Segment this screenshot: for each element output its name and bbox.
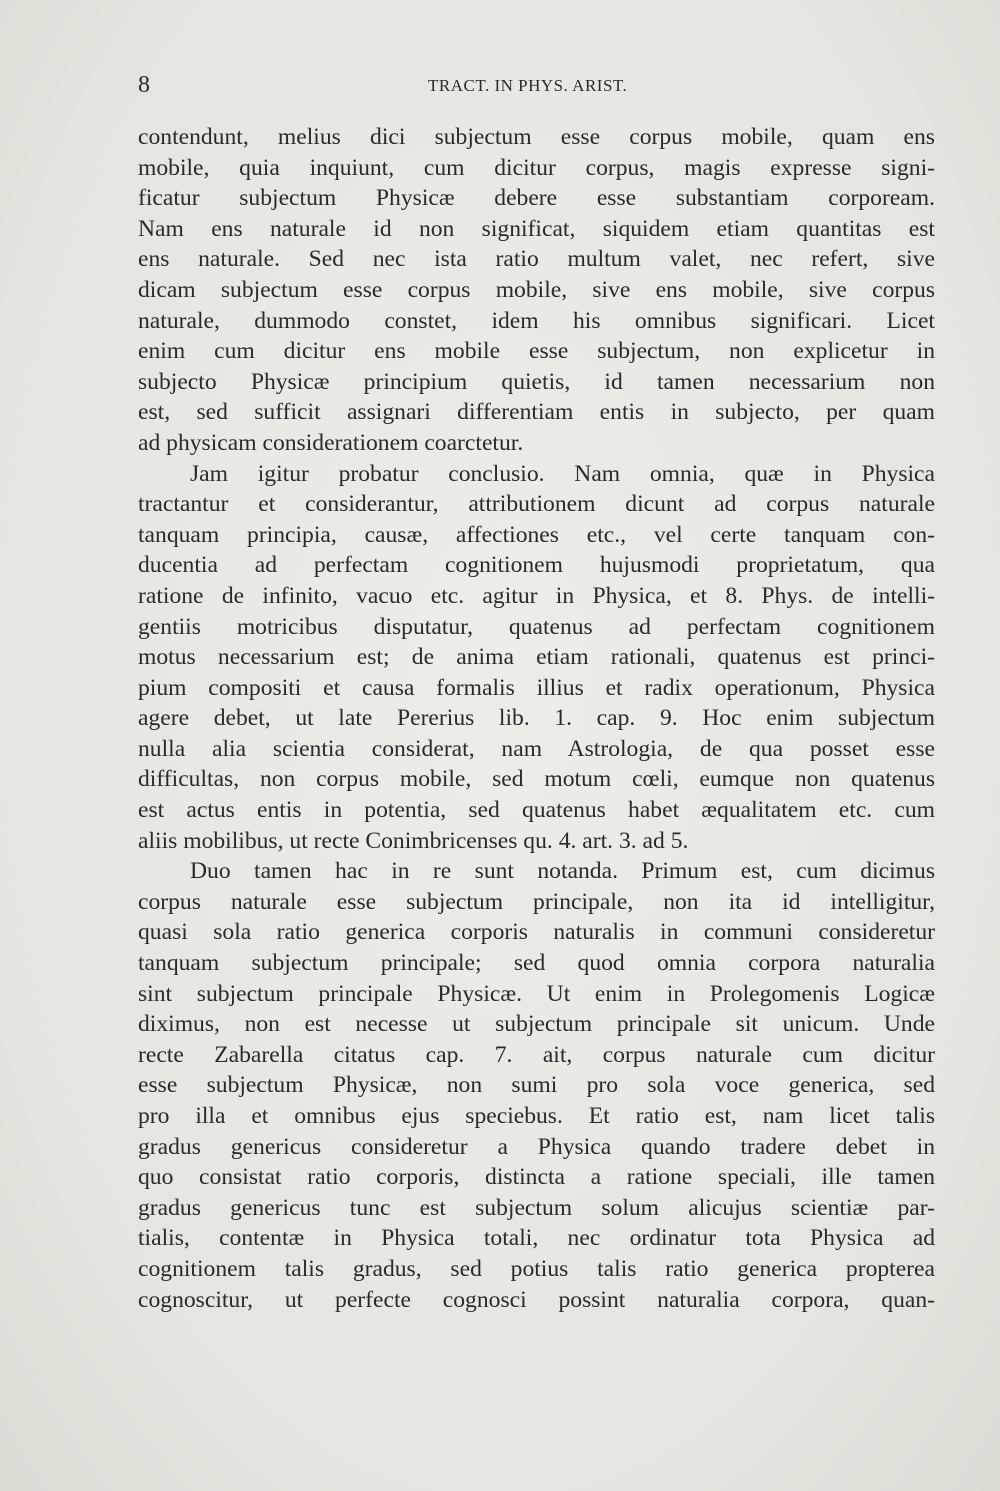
text-line: est, sed sufficit assignari differentiam entis in subjecto, per quam xyxy=(138,399,935,426)
text-line: diximus, non est necesse ut subjectum principale sit unicum. Unde xyxy=(138,1011,935,1038)
text-line: aliis mobilibus, ut recte Conimbricenses qu. 4. art. 3. ad 5. xyxy=(138,827,689,854)
text-line: cognoscitur, ut perfecte cognosci possint naturalia corpora, quan- xyxy=(138,1286,935,1313)
text-line: enim cum dicitur ens mobile esse subjectum, non explicetur in xyxy=(138,338,935,365)
text-line: ratione de infinito, vacuo etc. agitur in Physica, et 8. Phys. de intelli- xyxy=(138,582,935,609)
body-text xyxy=(138,122,935,1315)
text-line: tanquam subjectum principale; sed quod omnia corpora naturalia xyxy=(138,950,935,977)
text-line: gentiis motricibus disputatur, quatenus ad perfectam cognitionem xyxy=(138,613,935,640)
text-line: ducentia ad perfectam cognitionem hujusmodi proprietatum, qua xyxy=(138,552,935,579)
text-line: ficatur subjectum Physicæ debere esse substantiam corpoream. xyxy=(138,185,935,212)
text-line: agere debet, ut late Pererius lib. 1. cap. 9. Hoc enim subjectum xyxy=(138,705,935,732)
text-line: sint subjectum principale Physicæ. Ut enim in Prolegomenis Logicæ xyxy=(138,980,935,1007)
text-line: tractantur et considerantur, attributionem dicunt ad corpus naturale xyxy=(138,491,935,518)
text-line: difficultas, non corpus mobile, sed motum cœli, eumque non quatenus xyxy=(138,766,935,793)
text-line: tialis, contentæ in Physica totali, nec ordinatur tota Physica ad xyxy=(138,1225,935,1252)
text-line: tanquam principia, causæ, affectiones etc., vel certe tanquam con- xyxy=(138,521,935,548)
paragraph-start-line: Duo tamen hac in re sunt notanda. Primum est, cum dicimus xyxy=(190,858,935,885)
text-line: pium compositi et causa formalis illius et radix operationum, Physica xyxy=(138,674,935,701)
text-line: quasi sola ratio generica corporis naturalis in communi consideretur xyxy=(138,919,935,946)
running-title: TRACT. IN PHYS. ARIST. xyxy=(428,76,628,95)
text-line: mobile, quia inquiunt, cum dicitur corpus, magis expresse signi- xyxy=(138,154,935,181)
text-line: ens naturale. Sed nec ista ratio multum valet, nec refert, sive xyxy=(138,246,935,273)
paragraph-start-line: Jam igitur probatur conclusio. Nam omnia, quæ in Physica xyxy=(190,460,935,487)
text-line: nulla alia scientia considerat, nam Astrologia, de qua posset esse xyxy=(138,735,935,762)
text-line: dicam subjectum esse corpus mobile, sive ens mobile, sive corpus xyxy=(138,276,935,303)
text-line: recte Zabarella citatus cap. 7. ait, corpus naturale cum dicitur xyxy=(138,1041,935,1068)
text-line: subjecto Physicæ principium quietis, id tamen necessarium non xyxy=(138,368,935,395)
text-line: contendunt, melius dici subjectum esse corpus mobile, quam ens xyxy=(138,124,935,150)
page-number: 8 xyxy=(138,72,150,98)
text-line: motus necessarium est; de anima etiam rationali, quatenus est princi- xyxy=(138,644,935,671)
text-line: gradus genericus consideretur a Physica quando tradere debet in xyxy=(138,1133,935,1160)
text-line: cognitionem talis gradus, sed potius talis ratio generica propterea xyxy=(138,1255,935,1282)
text-line: pro illa et omnibus ejus speciebus. Et ratio est, nam licet talis xyxy=(138,1103,935,1129)
text-line: esse subjectum Physicæ, non sumi pro sola voce generica, sed xyxy=(138,1072,935,1099)
text-line: Nam ens naturale id non significat, siquidem etiam quantitas est xyxy=(138,215,935,242)
text-line: est actus entis in potentia, sed quatenus habet æqualitatem etc. cum xyxy=(138,797,935,824)
running-head xyxy=(138,70,932,100)
text-line: corpus naturale esse subjectum principale, non ita id intelligitur, xyxy=(138,888,935,915)
text-line: gradus genericus tunc est subjectum solum alicujus scientiæ par- xyxy=(138,1194,935,1221)
text-line: naturale, dummodo constet, idem his omnibus significari. Licet xyxy=(138,307,935,334)
text-line: quo consistat ratio corporis, distincta a ratione speciali, ille tamen xyxy=(138,1164,935,1191)
text-line: ad physicam considerationem coarctetur. xyxy=(138,429,524,456)
